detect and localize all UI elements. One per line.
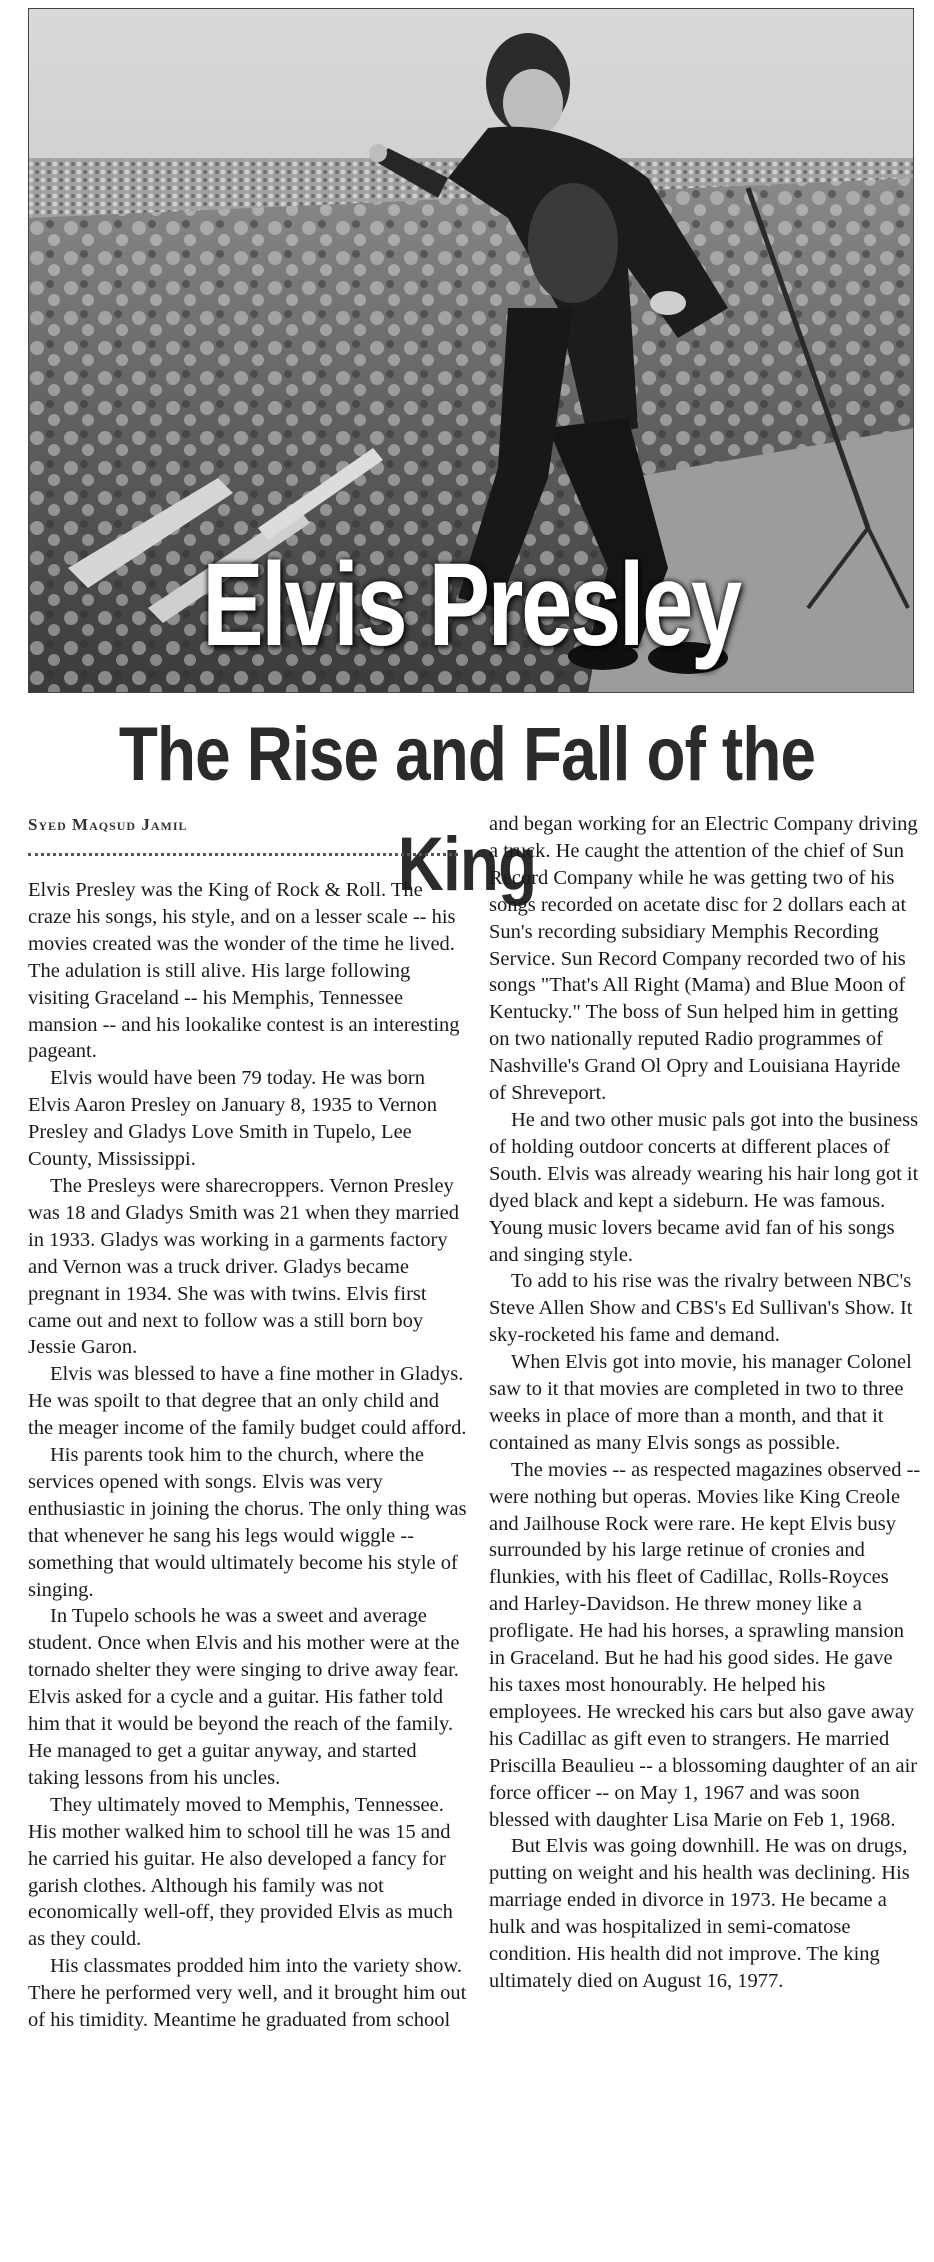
article-title: Elvis Presley [202, 539, 740, 671]
paragraph: The movies -- as respected magazines observed -- were nothing but operas. Movies like King Creole and Jailhouse Rock were rare. He kept Elvis busy surrounded by his large retinue of cronies and flunkies, with his fleet of Cadillac, Rolls-Royces and Harley-Davidson. He threw money like a profligate. He had his horses, a sprawling mansion in Graceland. But he had his good sides. He gave his taxes most honourably. He helped his employees. He wrecked his cars but also gave away his Cadillac as gift even to strangers. He married Priscilla Beaulieu -- a blossoming daughter of an air force officer -- on May 1, 1967 and was soon blessed with daughter Lisa Marie on Feb 1, 1968. [489, 1458, 921, 1831]
paragraph: Elvis was blessed to have a fine mother in Gladys. He was spoilt to that degree that an only child and the meager income of the family budget could afford. [28, 1363, 467, 1440]
hero-photo [28, 8, 914, 693]
paragraph: His classmates prodded him into the variety show. There he performed very well, and it brought him out of his timidity. Meantime he graduated from school [28, 1955, 467, 2032]
article-column-left [28, 877, 468, 2034]
paragraph: Elvis Presley was the King of Rock & Roll. The craze his songs, his style, and on a lesser scale -- his movies created was the wonder of the time he lived. The adulation is still alive. His large following visiting Graceland -- his Memphis, Tennessee mansion -- and his lookalike contest is an interesting pageant. [28, 879, 460, 1063]
paragraph: He and two other music pals got into the business of holding outdoor concerts at different places of South. Elvis was already wearing his hair long got it dyed black and kept a sideburn. He was famous. Young music lovers became avid fan of his songs and singing style. [489, 1108, 919, 1266]
paragraph: But Elvis was going downhill. He was on drugs, putting on weight and his health was declining. His marriage ended in divorce in 1973. He became a hulk and was hospitalized in semi-comatose condition. His health did not improve. The king ultimately died on August 16, 1977. [489, 1835, 910, 1992]
paragraph: and began working for an Electric Company driving a truck. He caught the attention of the chief of Sun Record Company while he was getting two of his songs recorded on acetate disc for 2 dollars each at Sun's recording subsidiary Memphis Recording Service. Sun Record Company recorded two of his songs "That's All Right (Mama) and Blue Moon of Kentucky." The boss of Sun helped him in getting on two nationally reputed Radio programmes of Nashville's Grand Ol Opry and Louisiana Hayride of Shreveport. [489, 813, 918, 1105]
paragraph: In Tupelo schools he was a sweet and average student. Once when Elvis and his mother were at the tornado shelter they were singing to drive away fear. Elvis asked for a cycle and a guitar. His father told him that it would be beyond the reach of the family. He managed to get a guitar anyway, and started taking lessons from his uncles. [28, 1605, 460, 1789]
article-subtitle: The Rise and Fall of the King [118, 712, 816, 907]
paragraph: They ultimately moved to Memphis, Tennessee. His mother walked him to school till he was 15 and he carried his guitar. He also developed a fancy for garish clothes. Although his family was not economically well-off, they provided Elvis as much as they could. [28, 1793, 453, 1951]
author-byline: Syed Maqsud Jamil [28, 815, 188, 834]
paragraph: To add to his rise was the rivalry between NBC's Steve Allen Show and CBS's Ed Sullivan's Show. It sky-rocketed his fame and demand. [489, 1270, 913, 1347]
paragraph: When Elvis got into movie, his manager Colonel saw to it that movies are completed in two to three weeks in place of more than a month, and that it contained as many Elvis songs as possible. [489, 1351, 912, 1454]
paragraph: Elvis would have been 79 today. He was born Elvis Aaron Presley on January 8, 1935 to Vernon Presley and Gladys Love Smith in Tupelo, Lee County, Mississippi. [28, 1067, 437, 1171]
byline-divider [28, 853, 458, 856]
paragraph: His parents took him to the church, where the services opened with songs. Elvis was very enthusiastic in joining the chorus. The only thing was that whenever he sang his legs would wiggle -- something that would ultimately become his style of singing. [28, 1444, 467, 1601]
article-column-right [489, 811, 921, 1995]
paragraph: The Presleys were sharecroppers. Vernon Presley was 18 and Gladys Smith was 21 when they married in 1933. Gladys was working in a garments factory and Vernon was a truck driver. Gladys became pregnant in 1934. She was with twins. Elvis first came out and next to follow was a still born boy Jessie Garon. [28, 1174, 459, 1359]
